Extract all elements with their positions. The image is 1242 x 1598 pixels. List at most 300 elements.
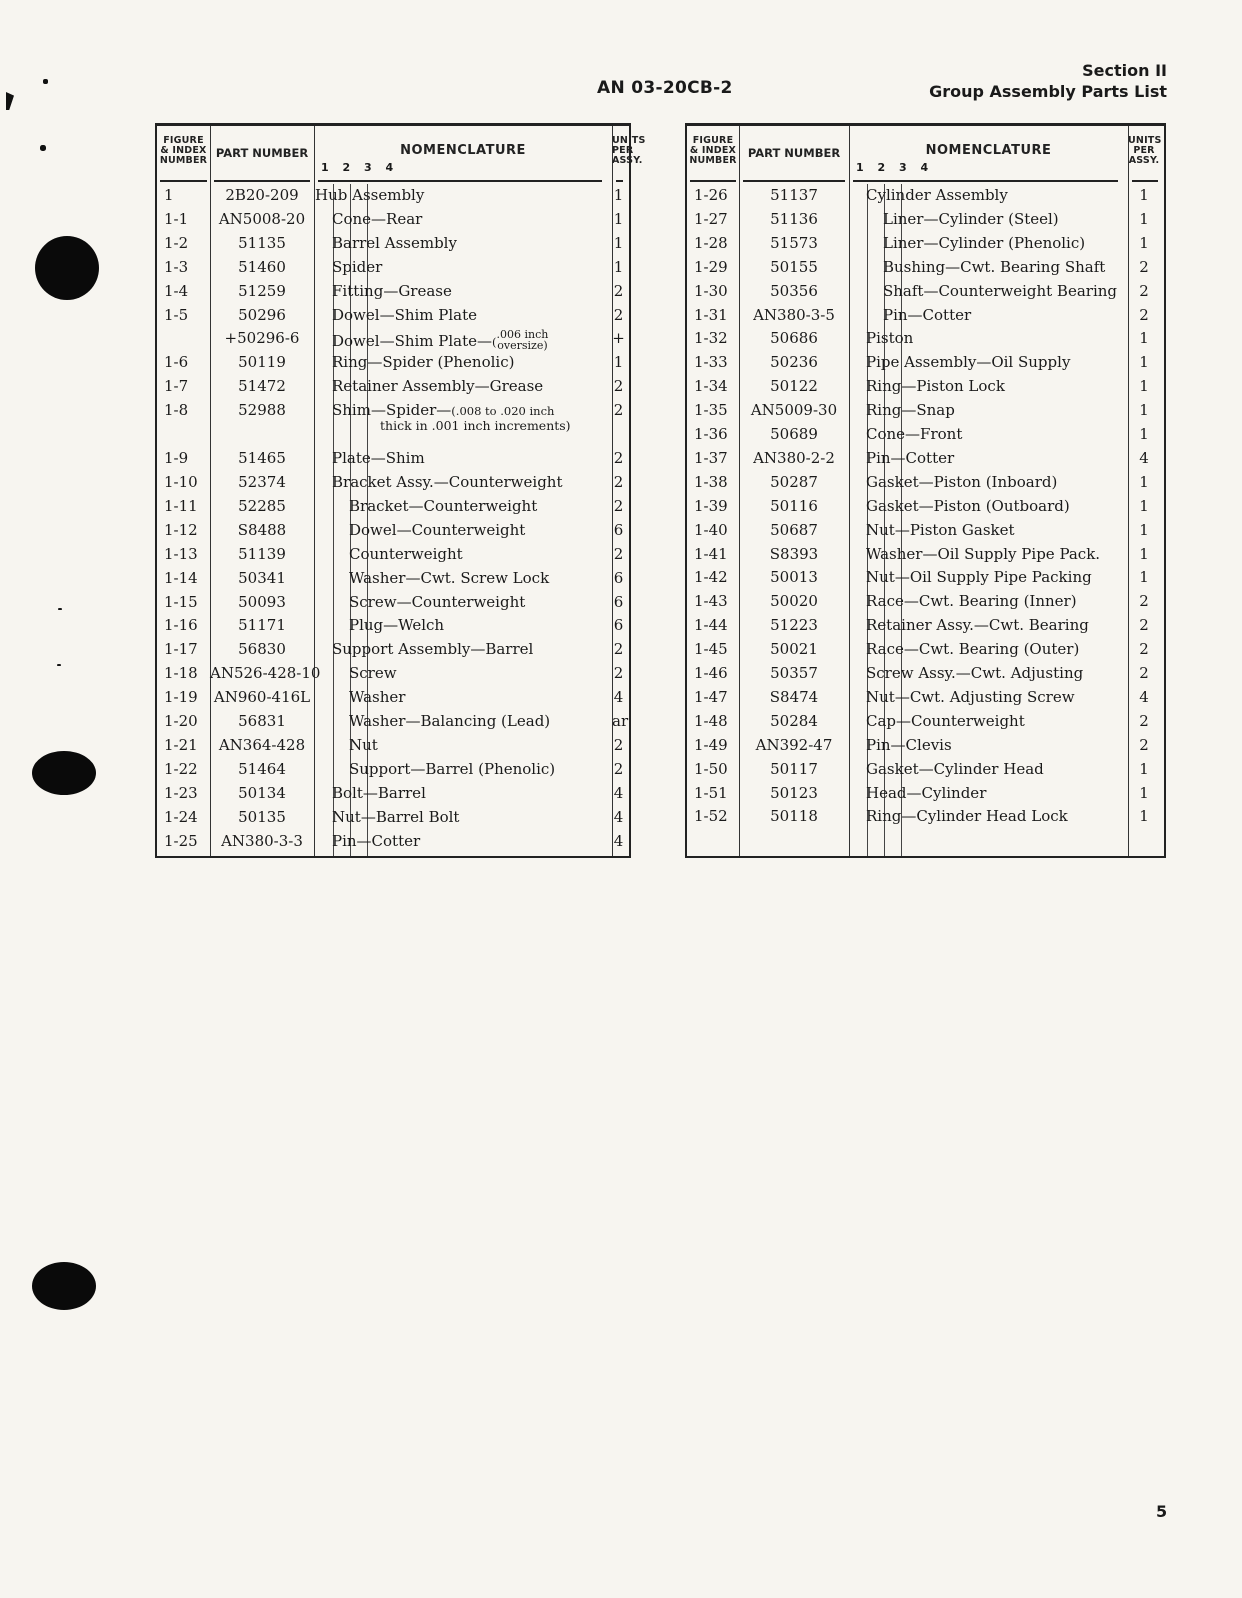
table-row bbox=[687, 186, 1164, 210]
figure-index: 1-51 bbox=[694, 783, 728, 802]
column-header-figure-index bbox=[157, 136, 210, 166]
table-row bbox=[687, 545, 1164, 569]
units-per-assembly: 1 bbox=[1139, 544, 1149, 563]
nomenclature bbox=[866, 186, 1008, 204]
nomenclature-text: Pin—Clevis bbox=[866, 735, 952, 754]
part-number: 51259 bbox=[238, 281, 286, 300]
parts-table-left bbox=[155, 123, 646, 858]
figure-index: 1-47 bbox=[694, 687, 728, 706]
nomenclature bbox=[866, 377, 1005, 395]
nomenclature-text: Bushing—Cwt. Bearing Shaft bbox=[883, 257, 1106, 276]
table-row bbox=[687, 425, 1164, 449]
units-per-assembly: 2 bbox=[613, 759, 624, 778]
table-row bbox=[157, 377, 629, 401]
figure-index: 1-50 bbox=[694, 759, 728, 778]
part-number: 51136 bbox=[770, 209, 818, 228]
part-number: AN380-3-3 bbox=[221, 831, 303, 850]
nomenclature bbox=[349, 664, 397, 682]
indent-level-labels: 1 2 3 4 bbox=[856, 161, 934, 174]
units-per-assembly: 2 bbox=[613, 281, 624, 300]
nomenclature-text: Washer bbox=[349, 688, 406, 707]
nomenclature-note bbox=[497, 329, 549, 351]
figure-index: 1-39 bbox=[694, 496, 728, 515]
nomenclature bbox=[883, 306, 971, 324]
figure-index: 1-35 bbox=[694, 401, 728, 420]
units-per-assembly: 2 bbox=[613, 496, 624, 515]
nomenclature bbox=[332, 329, 548, 351]
binder-hole-top bbox=[35, 236, 99, 300]
nomenclature bbox=[349, 616, 444, 634]
nomenclature-text: Washer—Balancing (Lead) bbox=[349, 712, 551, 730]
figure-index: 1-32 bbox=[694, 329, 728, 348]
units-per-assembly: 1 bbox=[1139, 472, 1149, 491]
figure-index: 1-46 bbox=[694, 664, 728, 682]
nomenclature-text: Support—Barrel (Phenolic) bbox=[349, 759, 556, 778]
header-line: & INDEX bbox=[689, 145, 737, 156]
part-number: 50155 bbox=[770, 257, 818, 276]
nomenclature-text: Plate—Shim bbox=[332, 449, 425, 468]
header-line: FIGURE bbox=[163, 135, 204, 146]
figure-index: 1-44 bbox=[694, 616, 728, 635]
nomenclature-text: Dowel—Shim Plate bbox=[332, 305, 478, 324]
nomenclature-text: Retainer Assembly—Grease bbox=[332, 377, 544, 396]
part-number: 52285 bbox=[238, 496, 286, 515]
nomenclature bbox=[866, 329, 913, 347]
table-row bbox=[157, 545, 629, 569]
table-row bbox=[157, 712, 629, 736]
part-number: 50287 bbox=[770, 472, 818, 491]
nomenclature bbox=[332, 258, 382, 276]
header-rule bbox=[318, 180, 602, 182]
nomenclature-text: Screw Assy.—Cwt. Adjusting bbox=[866, 664, 1084, 682]
figure-index: 1-41 bbox=[694, 544, 728, 563]
nomenclature-text: Pin—Cotter bbox=[883, 305, 972, 324]
nomenclature-text: Retainer Assy.—Cwt. Bearing bbox=[866, 616, 1089, 635]
table-row bbox=[157, 306, 629, 330]
units-per-assembly: 1 bbox=[1139, 520, 1149, 539]
part-number: 51465 bbox=[238, 449, 286, 468]
units-per-assembly: 2 bbox=[1139, 592, 1149, 611]
nomenclature-text: Pipe Assembly—Oil Supply bbox=[866, 353, 1071, 372]
part-number: S8393 bbox=[769, 544, 819, 563]
nomenclature-text: Pin—Cotter bbox=[866, 448, 955, 467]
table-row bbox=[687, 353, 1164, 377]
binder-hole-bottom bbox=[32, 1262, 96, 1310]
nomenclature bbox=[866, 353, 1070, 371]
units-per-assembly: 2 bbox=[1139, 735, 1149, 754]
figure-index: 1-9 bbox=[164, 449, 189, 468]
nomenclature-text: Cap—Counterweight bbox=[866, 711, 1025, 730]
header-rule bbox=[743, 180, 845, 182]
table-row bbox=[687, 210, 1164, 234]
nomenclature-text: Gasket—Cylinder Head bbox=[866, 759, 1044, 778]
nomenclature bbox=[349, 521, 525, 539]
table-row bbox=[157, 234, 629, 258]
part-number: 56831 bbox=[238, 712, 286, 730]
table-row bbox=[687, 568, 1164, 592]
nomenclature bbox=[866, 664, 1083, 682]
units-per-assembly: 2 bbox=[613, 401, 624, 420]
units-per-assembly: 2 bbox=[1139, 305, 1149, 324]
figure-index: 1-34 bbox=[694, 377, 728, 396]
part-number: 50093 bbox=[238, 592, 286, 611]
table-row bbox=[687, 377, 1164, 401]
nomenclature-text: Head—Cylinder bbox=[866, 783, 987, 802]
nomenclature-text: Barrel Assembly bbox=[332, 233, 457, 252]
nomenclature bbox=[866, 712, 1025, 730]
nomenclature bbox=[866, 497, 1070, 515]
figure-index: 1-1 bbox=[164, 209, 189, 228]
column-header-nomenclature: NOMENCLATURE bbox=[925, 143, 1052, 158]
units-per-assembly: 6 bbox=[613, 616, 624, 635]
units-per-assembly: 4 bbox=[1139, 687, 1149, 706]
figure-index: 1 bbox=[164, 186, 174, 204]
nomenclature bbox=[349, 593, 525, 611]
nomenclature-text: Ring—Spider (Phenolic) bbox=[332, 353, 515, 372]
part-number: +50296-6 bbox=[224, 329, 300, 348]
figure-index: 1-7 bbox=[164, 377, 189, 396]
figure-index: 1-23 bbox=[164, 783, 198, 802]
units-per-assembly: 2 bbox=[613, 735, 624, 754]
nomenclature bbox=[883, 258, 1105, 276]
header-line: NUMBER bbox=[689, 155, 737, 166]
nomenclature bbox=[883, 234, 1085, 252]
part-number: 51573 bbox=[770, 233, 818, 252]
part-number: 50296 bbox=[238, 305, 286, 324]
units-per-assembly: 1 bbox=[1139, 377, 1149, 396]
units-per-assembly: 2 bbox=[1139, 616, 1149, 635]
header-line: & INDEX bbox=[160, 145, 207, 156]
figure-index: 1-37 bbox=[694, 448, 728, 467]
nomenclature-note: (.008 to .020 inch bbox=[451, 404, 555, 419]
figure-index: 1-12 bbox=[164, 520, 198, 539]
part-number: 2B20-209 bbox=[225, 186, 299, 204]
figure-index: 1-3 bbox=[164, 257, 189, 276]
part-number: 50357 bbox=[770, 664, 818, 682]
nomenclature bbox=[866, 473, 1057, 491]
part-number: AN392-47 bbox=[755, 735, 833, 754]
figure-index: 1-40 bbox=[694, 520, 728, 539]
nomenclature-text: Counterweight bbox=[349, 544, 463, 563]
nomenclature bbox=[866, 784, 986, 802]
parts-table-right bbox=[685, 123, 1166, 858]
nomenclature-text: Gasket—Piston (Outboard) bbox=[866, 496, 1070, 515]
figure-index: 1-22 bbox=[164, 759, 198, 778]
nomenclature-text: Shim—Spider— bbox=[332, 401, 452, 420]
table-row bbox=[687, 306, 1164, 330]
table-row bbox=[687, 258, 1164, 282]
nomenclature-text: Gasket—Piston (Inboard) bbox=[866, 472, 1058, 491]
table-row bbox=[157, 210, 629, 234]
units-per-assembly: 6 bbox=[613, 520, 624, 539]
header-rule bbox=[616, 180, 623, 182]
table-row bbox=[157, 353, 629, 377]
figure-index: 1-21 bbox=[164, 735, 198, 754]
nomenclature bbox=[332, 306, 477, 324]
nomenclature bbox=[332, 377, 543, 395]
nomenclature bbox=[866, 592, 1077, 610]
units-per-assembly: 4 bbox=[1139, 448, 1149, 467]
table-row bbox=[157, 186, 629, 210]
part-number: 52988 bbox=[238, 401, 286, 420]
nomenclature bbox=[332, 473, 563, 491]
header-rule bbox=[214, 180, 310, 182]
figure-index: 1-19 bbox=[164, 688, 198, 707]
figure-index: 1-16 bbox=[164, 616, 198, 635]
nomenclature-text: Screw bbox=[349, 664, 397, 683]
table-row bbox=[687, 521, 1164, 545]
part-number: 50236 bbox=[770, 353, 818, 372]
figure-index: 1-8 bbox=[164, 401, 189, 420]
nomenclature bbox=[332, 832, 420, 850]
nomenclature bbox=[866, 425, 962, 443]
table-row bbox=[157, 569, 629, 593]
units-per-assembly: 2 bbox=[1139, 664, 1149, 682]
nomenclature-text: Pin—Cotter bbox=[332, 831, 421, 850]
nomenclature bbox=[332, 401, 554, 419]
nomenclature bbox=[332, 234, 457, 252]
table-row bbox=[157, 688, 629, 712]
note-line: .006 inch bbox=[496, 328, 549, 342]
column-header-units-per-assy bbox=[612, 135, 646, 166]
nomenclature-continuation: thick in .001 inch increments) bbox=[380, 418, 571, 434]
nomenclature bbox=[349, 760, 555, 778]
units-per-assembly: 2 bbox=[613, 473, 624, 491]
part-number: 50117 bbox=[770, 759, 818, 778]
nomenclature bbox=[866, 736, 952, 754]
header-line: PER bbox=[612, 145, 634, 156]
header-line: ASSY. bbox=[612, 155, 643, 166]
part-number: AN526-428-10 bbox=[210, 664, 321, 683]
figure-index: 1-25 bbox=[164, 831, 198, 850]
nomenclature bbox=[866, 521, 1015, 539]
column-header-units-per-assy bbox=[1128, 136, 1160, 166]
nomenclature-text: Spider bbox=[332, 257, 383, 276]
nomenclature bbox=[866, 449, 954, 467]
speck bbox=[43, 79, 48, 84]
part-number: 50356 bbox=[770, 281, 818, 300]
part-number: AN960-416L bbox=[213, 688, 311, 707]
units-per-assembly: 1 bbox=[613, 353, 624, 372]
table-row bbox=[687, 282, 1164, 306]
table-row bbox=[687, 234, 1164, 258]
units-per-assembly: 1 bbox=[1139, 783, 1149, 802]
nomenclature-text: Cylinder Assembly bbox=[866, 186, 1008, 204]
units-per-assembly: 1 bbox=[613, 233, 624, 252]
table-row bbox=[687, 329, 1164, 353]
table-row bbox=[157, 832, 629, 856]
nomenclature-text: Ring—Cylinder Head Lock bbox=[866, 807, 1068, 826]
table-row bbox=[687, 473, 1164, 497]
nomenclature bbox=[866, 401, 955, 419]
figure-index: 1-13 bbox=[164, 544, 198, 563]
units-per-assembly: 1 bbox=[613, 257, 624, 276]
nomenclature bbox=[349, 688, 405, 706]
header-rule bbox=[1132, 180, 1158, 182]
nomenclature bbox=[883, 282, 1117, 300]
table-row bbox=[157, 808, 629, 832]
header-rule bbox=[160, 180, 207, 182]
nomenclature bbox=[332, 353, 514, 371]
section-title: Group Assembly Parts List bbox=[929, 82, 1167, 101]
table-row bbox=[157, 521, 629, 545]
part-number: S8488 bbox=[237, 520, 287, 539]
part-number: 56830 bbox=[238, 640, 286, 659]
part-number: 50134 bbox=[238, 783, 286, 802]
section-label: Section II bbox=[1082, 61, 1167, 80]
units-per-assembly: 1 bbox=[1139, 568, 1149, 587]
figure-index: 1-31 bbox=[694, 305, 728, 324]
speck bbox=[40, 145, 46, 151]
nomenclature-text: Dowel—Shim Plate— bbox=[332, 332, 493, 351]
figure-index: 1-10 bbox=[164, 473, 198, 491]
nomenclature bbox=[332, 449, 425, 467]
part-number: 50284 bbox=[770, 711, 818, 730]
nomenclature-note-paren: ( bbox=[492, 335, 497, 350]
units-per-assembly: 1 bbox=[1139, 401, 1149, 420]
units-per-assembly: 2 bbox=[1139, 711, 1149, 730]
units-per-assembly: 1 bbox=[1139, 496, 1149, 515]
nomenclature-text: Hub Assembly bbox=[315, 186, 425, 204]
nomenclature bbox=[332, 640, 533, 658]
nomenclature-text: Screw—Counterweight bbox=[349, 592, 526, 611]
table-row bbox=[687, 664, 1164, 688]
units-per-assembly: 1 bbox=[613, 186, 624, 204]
figure-index: 1-14 bbox=[164, 568, 198, 587]
table-row bbox=[687, 401, 1164, 425]
header-rule bbox=[690, 180, 736, 182]
page-number: 5 bbox=[1156, 1502, 1168, 1521]
part-number: 51139 bbox=[238, 544, 286, 563]
nomenclature-text: Bolt—Barrel bbox=[332, 783, 426, 802]
units-per-assembly: + bbox=[612, 329, 625, 348]
table-row bbox=[687, 760, 1164, 784]
table-row bbox=[687, 592, 1164, 616]
part-number: 50013 bbox=[770, 568, 818, 587]
part-number: 50689 bbox=[770, 425, 818, 443]
nomenclature-text: Race—Cwt. Bearing (Outer) bbox=[866, 640, 1080, 659]
nomenclature-text: Support Assembly—Barrel bbox=[332, 640, 534, 659]
units-per-assembly: 1 bbox=[1139, 807, 1149, 826]
part-number: AN5009-30 bbox=[750, 401, 838, 420]
table-row bbox=[157, 473, 629, 497]
figure-index: 1-48 bbox=[694, 711, 728, 730]
units-per-assembly: 1 bbox=[1139, 759, 1149, 778]
part-number: AN380-3-5 bbox=[753, 305, 835, 324]
units-per-assembly: 2 bbox=[613, 664, 624, 683]
figure-index: 1-2 bbox=[164, 233, 189, 252]
figure-index: 1-11 bbox=[164, 496, 198, 515]
table-row bbox=[687, 616, 1164, 640]
part-number: 51460 bbox=[238, 257, 286, 276]
figure-index: 1-26 bbox=[694, 186, 728, 204]
units-per-assembly: 2 bbox=[613, 305, 624, 324]
nomenclature bbox=[866, 688, 1075, 706]
units-per-assembly: ar bbox=[612, 712, 629, 730]
figure-index: 1-15 bbox=[164, 592, 198, 611]
nomenclature-text: Washer—Cwt. Screw Lock bbox=[349, 568, 550, 587]
part-number: 51223 bbox=[770, 616, 818, 635]
table-row bbox=[157, 329, 629, 353]
part-number: 50135 bbox=[238, 807, 286, 826]
figure-index: 1-20 bbox=[164, 712, 198, 730]
figure-index: 1-45 bbox=[694, 640, 728, 659]
part-number: 50123 bbox=[770, 783, 818, 802]
part-number: 50020 bbox=[770, 592, 818, 611]
units-per-assembly: 4 bbox=[613, 807, 624, 826]
table-row bbox=[687, 688, 1164, 712]
nomenclature-text: Race—Cwt. Bearing (Inner) bbox=[866, 592, 1077, 611]
part-number: 51137 bbox=[770, 186, 818, 204]
units-per-assembly: 4 bbox=[613, 831, 624, 850]
header-line: FIGURE bbox=[692, 135, 734, 146]
nomenclature-text: Plug—Welch bbox=[349, 616, 445, 635]
units-per-assembly: 1 bbox=[1139, 186, 1149, 204]
nomenclature bbox=[349, 545, 463, 563]
note-line: oversize) bbox=[497, 339, 548, 353]
figure-index: 1-33 bbox=[694, 353, 728, 372]
table-row bbox=[687, 640, 1164, 664]
part-number: 50021 bbox=[770, 640, 818, 659]
part-number: AN364-428 bbox=[218, 735, 306, 754]
nomenclature-text: Cone—Front bbox=[866, 425, 963, 443]
table-row bbox=[157, 640, 629, 664]
header-line: UNITS bbox=[1128, 135, 1162, 146]
figure-index: 1-6 bbox=[164, 353, 189, 372]
units-per-assembly: 1 bbox=[1139, 329, 1149, 348]
nomenclature bbox=[332, 784, 426, 802]
part-number: 51171 bbox=[238, 616, 286, 635]
table-row bbox=[157, 258, 629, 282]
nomenclature bbox=[349, 569, 549, 587]
part-number: 50116 bbox=[770, 496, 818, 515]
units-per-assembly: 2 bbox=[613, 449, 624, 468]
column-header-part-number: PART NUMBER bbox=[747, 146, 841, 160]
nomenclature bbox=[332, 808, 459, 826]
nomenclature bbox=[883, 210, 1059, 228]
column-header-figure-index bbox=[687, 136, 739, 166]
table-row bbox=[157, 760, 629, 784]
table-row bbox=[157, 664, 629, 688]
units-per-assembly: 1 bbox=[1139, 353, 1149, 372]
part-number: 50686 bbox=[770, 329, 818, 348]
part-number: 50341 bbox=[238, 568, 286, 587]
figure-index: 1-38 bbox=[694, 472, 728, 491]
nomenclature-text: Liner—Cylinder (Phenolic) bbox=[883, 233, 1086, 252]
part-number: AN380-2-2 bbox=[753, 448, 835, 467]
nomenclature bbox=[349, 736, 378, 754]
figure-index: 1-28 bbox=[694, 233, 728, 252]
header-rule bbox=[853, 180, 1118, 182]
figure-index: 1-24 bbox=[164, 807, 198, 826]
units-per-assembly: 2 bbox=[613, 377, 624, 396]
speck bbox=[57, 664, 61, 666]
units-per-assembly: 6 bbox=[613, 568, 624, 587]
units-per-assembly: 2 bbox=[1139, 281, 1149, 300]
table-row bbox=[157, 449, 629, 473]
nomenclature-text: Nut—Oil Supply Pipe Packing bbox=[866, 568, 1092, 587]
nomenclature bbox=[866, 568, 1092, 586]
part-number: 51135 bbox=[238, 233, 286, 252]
nomenclature-text: Fitting—Grease bbox=[332, 281, 452, 300]
figure-index: 1-36 bbox=[694, 425, 728, 443]
nomenclature-text: Nut—Cwt. Adjusting Screw bbox=[866, 687, 1075, 706]
units-per-assembly: 6 bbox=[613, 592, 624, 611]
nomenclature-text: Liner—Cylinder (Steel) bbox=[883, 209, 1059, 228]
speck bbox=[58, 608, 62, 610]
nomenclature-text: Nut bbox=[349, 735, 378, 754]
nomenclature bbox=[332, 282, 452, 300]
